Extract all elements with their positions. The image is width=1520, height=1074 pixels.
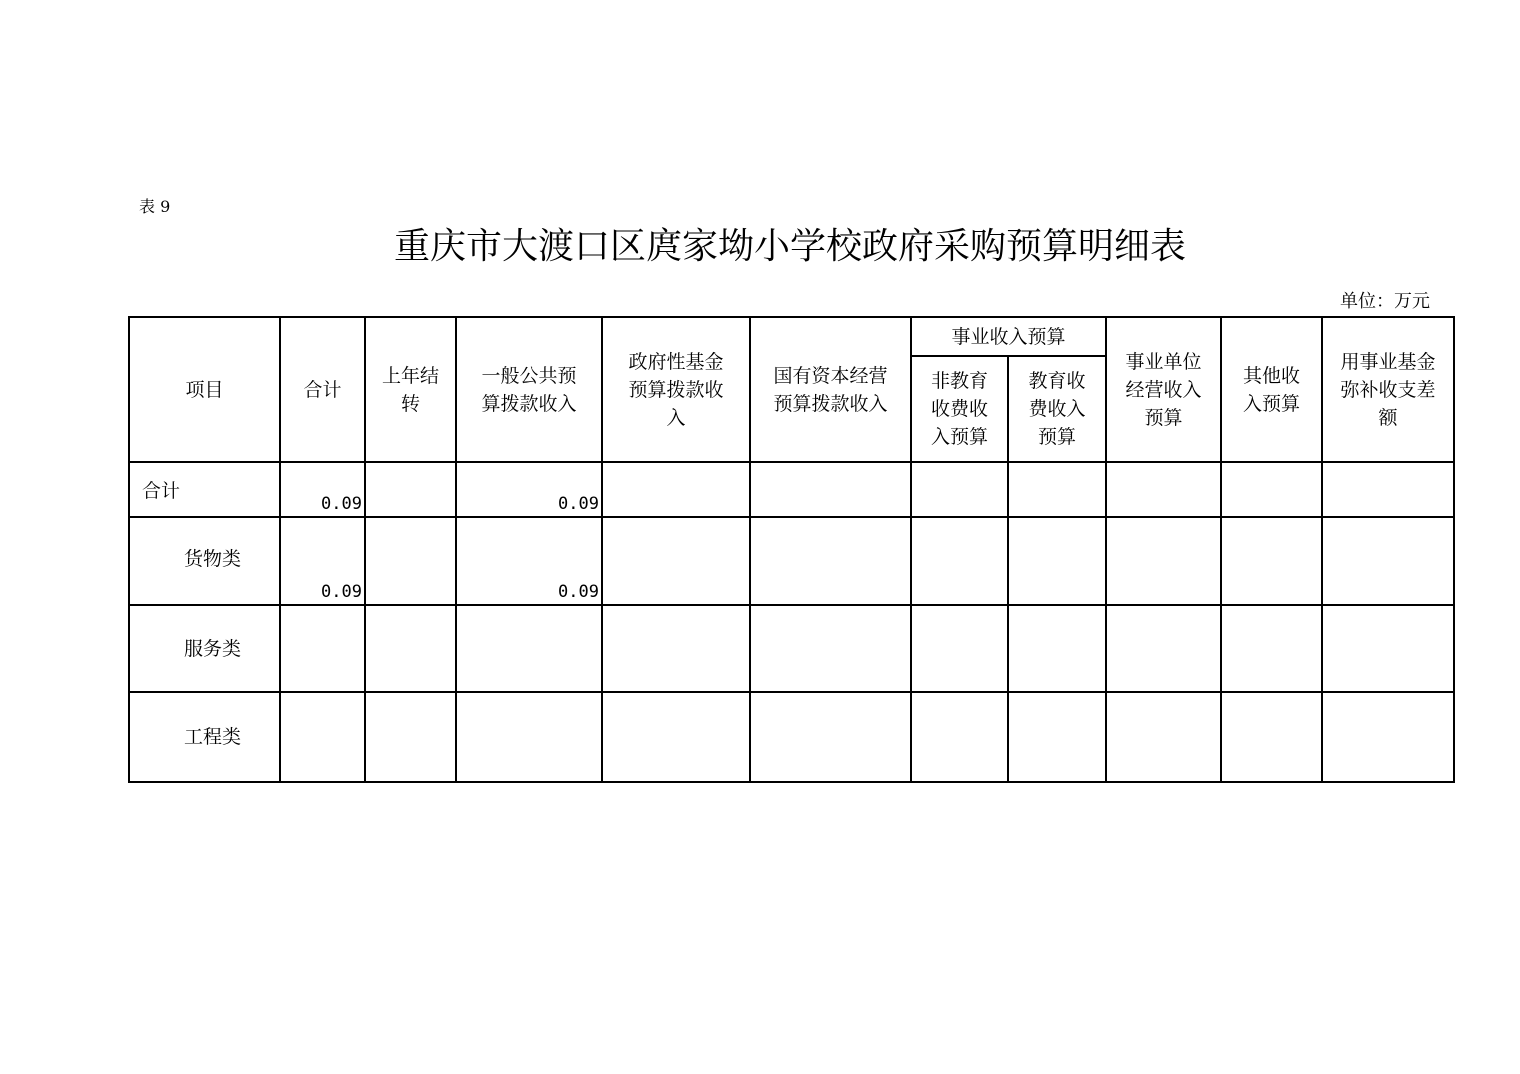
cell-state-capital (750, 692, 911, 782)
unit-label: 单位：万元 (1340, 291, 1430, 312)
cell-business-income (1106, 462, 1221, 517)
header-general-public: 一般公共预 算拨款收入 (456, 317, 602, 462)
cell-other-income (1221, 605, 1322, 692)
cell-total: 0.09 (280, 462, 365, 517)
cell-total (280, 692, 365, 782)
table-number-label: 表 9 (139, 197, 171, 216)
header-state-capital: 国有资本经营 预算拨款收入 (750, 317, 911, 462)
page-title: 重庆市大渡口区庹家坳小学校政府采购预算明细表 (393, 226, 1186, 267)
header-non-edu-fee: 非教育 收费收 入预算 (911, 356, 1008, 462)
cell-gov-fund (602, 517, 750, 605)
cell-prior-year (365, 517, 456, 605)
cell-other-income (1221, 692, 1322, 782)
cell-other-income (1221, 462, 1322, 517)
header-gov-fund: 政府性基金 预算拨款收 入 (602, 317, 750, 462)
cell-general-public (456, 605, 602, 692)
cell-general-public: 0.09 (456, 517, 602, 605)
header-other-income: 其他收 入预算 (1221, 317, 1322, 462)
cell-total (280, 605, 365, 692)
cell-edu-fee (1008, 517, 1106, 605)
row-label: 货物类 (129, 517, 280, 605)
cell-edu-fee (1008, 462, 1106, 517)
cell-fund-offset (1322, 517, 1454, 605)
cell-general-public: 0.09 (456, 462, 602, 517)
table-row (129, 462, 1454, 517)
cell-fund-offset (1322, 692, 1454, 782)
table-row (129, 517, 1454, 605)
cell-edu-fee (1008, 605, 1106, 692)
cell-state-capital (750, 517, 911, 605)
cell-total: 0.09 (280, 517, 365, 605)
header-total: 合计 (280, 317, 365, 462)
procurement-budget-table (128, 316, 1455, 783)
cell-gov-fund (602, 605, 750, 692)
cell-gov-fund (602, 692, 750, 782)
cell-general-public (456, 692, 602, 782)
header-business-income: 事业单位 经营收入 预算 (1106, 317, 1221, 462)
cell-fund-offset (1322, 462, 1454, 517)
cell-prior-year (365, 605, 456, 692)
cell-non-edu-fee (911, 462, 1008, 517)
cell-non-edu-fee (911, 692, 1008, 782)
cell-non-edu-fee (911, 605, 1008, 692)
header-fund-offset: 用事业基金 弥补收支差 额 (1322, 317, 1454, 462)
cell-state-capital (750, 462, 911, 517)
cell-fund-offset (1322, 605, 1454, 692)
cell-non-edu-fee (911, 517, 1008, 605)
cell-prior-year (365, 692, 456, 782)
cell-business-income (1106, 692, 1221, 782)
header-edu-fee: 教育收 费收入 预算 (1008, 356, 1106, 462)
header-item: 项目 (129, 317, 280, 462)
table-row (129, 692, 1454, 782)
cell-edu-fee (1008, 692, 1106, 782)
table-row (129, 605, 1454, 692)
row-label: 工程类 (129, 692, 280, 782)
cell-prior-year (365, 462, 456, 517)
row-label: 合计 (129, 462, 280, 517)
cell-business-income (1106, 517, 1221, 605)
header-prior-year: 上年结 转 (365, 317, 456, 462)
row-label: 服务类 (129, 605, 280, 692)
header-career-income: 事业收入预算 (911, 317, 1106, 356)
cell-business-income (1106, 605, 1221, 692)
cell-other-income (1221, 517, 1322, 605)
cell-state-capital (750, 605, 911, 692)
cell-gov-fund (602, 462, 750, 517)
